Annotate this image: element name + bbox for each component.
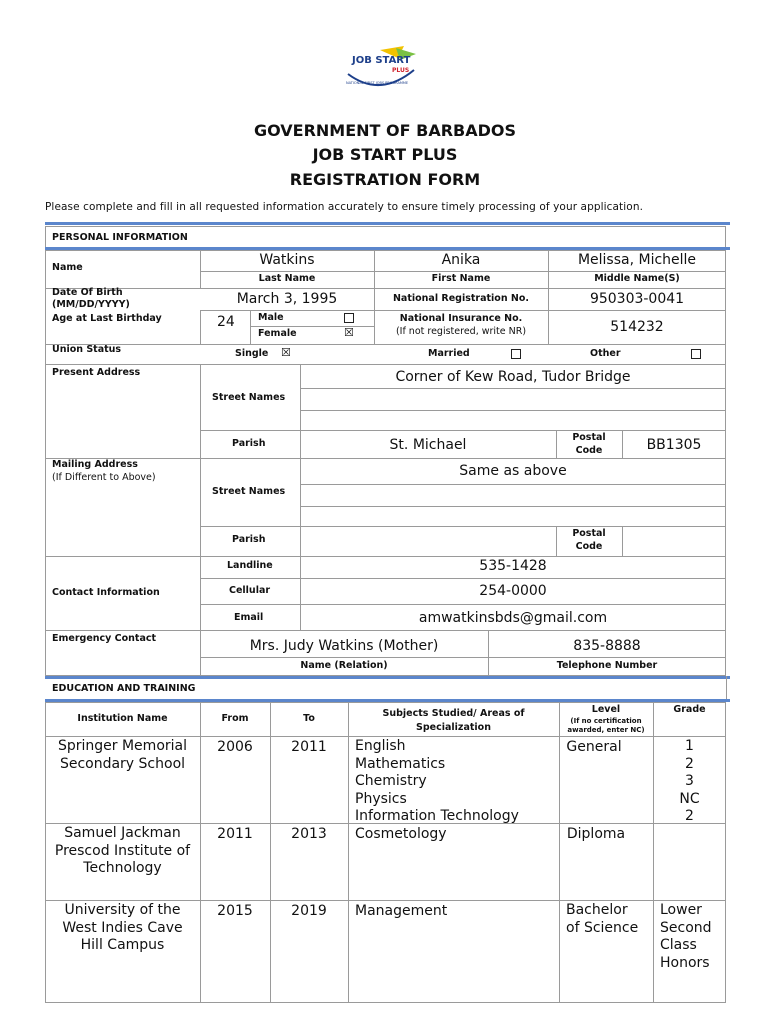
col-level-note-2: awarded, enter NC) (567, 726, 645, 734)
other-label: Other (590, 348, 621, 359)
col-institution-header: Institution Name (77, 713, 168, 724)
email-label: Email (234, 612, 264, 623)
mailing-address-note: (If Different to Above) (52, 472, 156, 483)
row2-to: 2013 (291, 826, 327, 842)
header-line-2: JOB START PLUS (312, 145, 458, 164)
col-from-header: From (221, 713, 249, 724)
row1-subjects: English Mathematics Chemistry Physics Information Technology (355, 738, 519, 824)
logo-text-plus: PLUS (392, 67, 410, 74)
col-subjects-header: Subjects Studied/ Areas of Specialization (382, 708, 525, 733)
telephone-number-label: Telephone Number (556, 660, 658, 671)
mailing-parish-label: Parish (232, 534, 266, 545)
married-label: Married (428, 348, 470, 359)
male-checkbox[interactable] (344, 313, 354, 323)
logo-text-ring: NATIONAL FIRST JOBS PROGRAMME (346, 81, 409, 85)
female-label: Female (258, 328, 297, 339)
email-value[interactable]: amwatkinsbds@gmail.com (418, 610, 608, 626)
cellular-label: Cellular (229, 585, 271, 596)
landline-value[interactable]: 535-1428 (479, 558, 547, 574)
single-label: Single (235, 348, 269, 359)
education-rule-top (45, 676, 730, 679)
present-street-value[interactable]: Corner of Kew Road, Tudor Bridge (395, 369, 631, 385)
col-to-header: To (303, 713, 315, 724)
name-relation-label: Name (Relation) (300, 660, 388, 671)
personal-section-title: PERSONAL INFORMATION (52, 232, 188, 243)
emergency-phone-value[interactable]: 835-8888 (573, 638, 641, 654)
present-postal-label-2: Code (575, 445, 603, 456)
row1-institution: Springer Memorial Secondary School (57, 738, 187, 772)
instructions-text: Please complete and fill in all requested information accurately to ensure timely processing of your application. (45, 201, 644, 213)
married-checkbox[interactable] (511, 349, 521, 359)
emergency-name-value[interactable]: Mrs. Judy Watkins (Mother) (249, 638, 439, 654)
col-grade-header: Grade (673, 704, 706, 715)
dob-format-label: (MM/DD/YYYY) (52, 299, 130, 310)
row3-level: Bachelor of Science (566, 902, 639, 936)
row3-institution: University of the West Indies Cave Hill Campus (62, 902, 183, 953)
row1-from: 2006 (217, 739, 253, 755)
other-checkbox[interactable] (691, 349, 701, 359)
age-value[interactable]: 24 (217, 314, 235, 330)
middle-name-label: Middle Name(S) (594, 273, 680, 284)
mailing-postal-label-1: Postal (572, 528, 606, 539)
single-checkbox[interactable]: ☒ (281, 346, 291, 359)
row3-to: 2019 (291, 903, 327, 919)
male-label: Male (258, 312, 284, 323)
union-status-label: Union Status (52, 344, 122, 355)
name-label: Name (52, 262, 83, 273)
dob-value[interactable]: March 3, 1995 (236, 291, 338, 307)
middle-name-value[interactable]: Melissa, Michelle (577, 252, 697, 268)
dob-label: Date Of Birth (52, 287, 123, 298)
row3-from: 2015 (217, 903, 253, 919)
col-level-note-1: (If no certification (570, 717, 642, 725)
first-name-value[interactable]: Anika (441, 252, 481, 268)
row1-to: 2011 (291, 739, 327, 755)
present-address-label: Present Address (52, 367, 141, 378)
present-postal-label-1: Postal (572, 432, 606, 443)
last-name-value[interactable]: Watkins (259, 252, 315, 268)
last-name-label: Last Name (258, 273, 316, 284)
mailing-street-value[interactable]: Same as above (459, 463, 567, 479)
nis-label: National Insurance No. (399, 313, 523, 324)
landline-label: Landline (227, 560, 273, 571)
present-street-names-label: Street Names (212, 392, 286, 403)
female-checkbox[interactable]: ☒ (344, 326, 354, 339)
section-rule-top (45, 222, 730, 225)
nrn-value[interactable]: 950303-0041 (589, 291, 685, 307)
header-line-1: GOVERNMENT OF BARBADOS (253, 121, 517, 140)
mailing-street-names-label: Street Names (212, 486, 286, 497)
first-name-label: First Name (431, 273, 491, 284)
nrn-label: National Registration No. (392, 293, 529, 304)
present-parish-label: Parish (232, 438, 266, 449)
nis-value[interactable]: 514232 (610, 319, 664, 335)
present-parish-value[interactable]: St. Michael (389, 437, 467, 453)
row3-grade: Lower Second Class Honors (660, 902, 712, 971)
col-level-header: Level (591, 704, 621, 715)
row2-from: 2011 (217, 826, 253, 842)
age-label: Age at Last Birthday (52, 313, 162, 324)
emergency-contact-label: Emergency Contact (52, 633, 157, 644)
mailing-address-label: Mailing Address (52, 459, 138, 470)
row2-subjects: Cosmetology (355, 826, 447, 842)
header-line-3: REGISTRATION FORM (289, 170, 481, 189)
education-section-title: EDUCATION AND TRAINING (52, 683, 196, 694)
row2-level: Diploma (566, 826, 626, 842)
mailing-postal-label-2: Code (575, 541, 603, 552)
row1-grade: 1 2 3 NC 2 (679, 738, 700, 824)
job-start-plus-logo (340, 44, 424, 92)
nis-note: (If not registered, write NR) (395, 326, 527, 337)
row3-subjects: Management (355, 903, 448, 919)
row2-institution: Samuel Jackman Prescod Institute of Technology (54, 825, 191, 876)
logo-text-main: JOB START (352, 55, 411, 66)
contact-info-label: Contact Information (52, 587, 160, 598)
cellular-value[interactable]: 254-0000 (479, 583, 547, 599)
row1-level: General (566, 739, 622, 755)
present-postal-value[interactable]: BB1305 (646, 437, 702, 453)
